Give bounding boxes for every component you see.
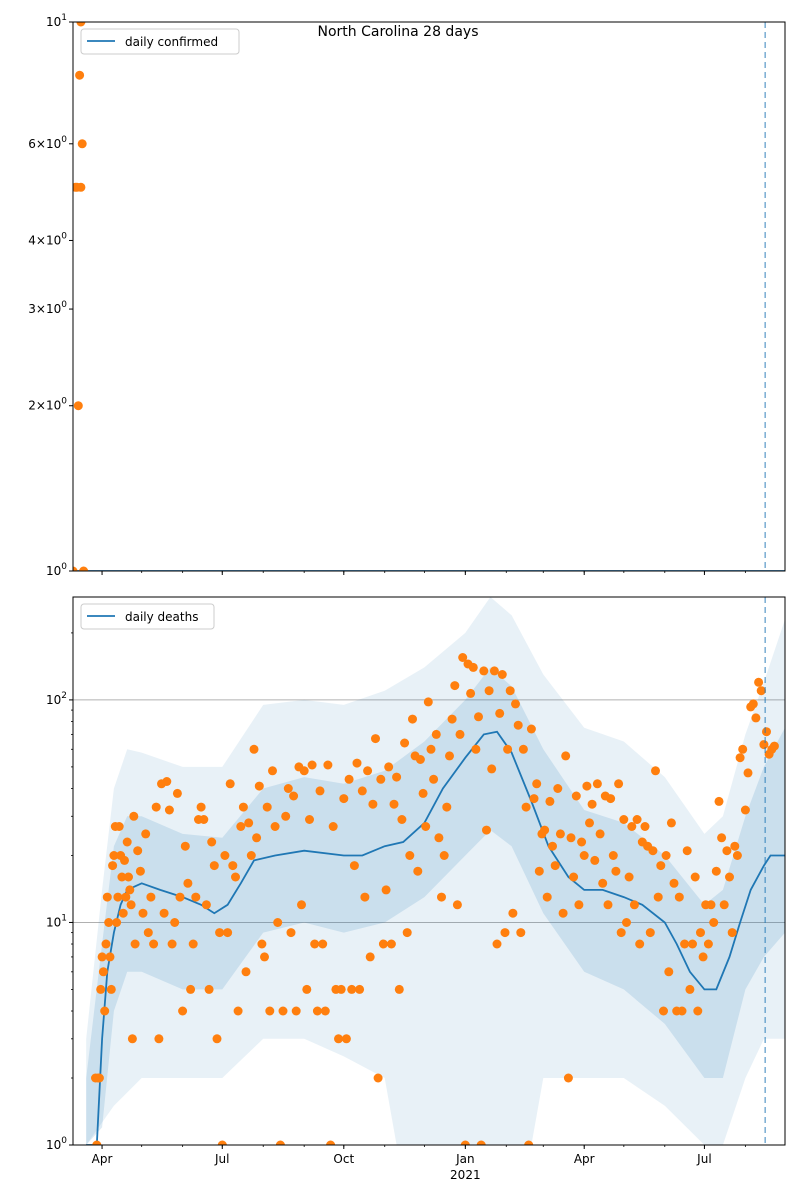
data-point	[376, 775, 385, 784]
data-point	[611, 867, 620, 876]
data-point	[250, 745, 259, 754]
data-point	[103, 893, 112, 902]
data-point	[321, 1007, 330, 1016]
data-point	[596, 829, 605, 838]
data-point	[115, 822, 124, 831]
data-point	[223, 928, 232, 937]
data-point	[178, 1007, 187, 1016]
data-point	[125, 885, 134, 894]
data-point	[617, 928, 626, 937]
data-point	[754, 678, 763, 687]
data-point	[313, 1007, 322, 1016]
data-point	[139, 909, 148, 918]
data-point	[448, 715, 457, 724]
data-point	[98, 952, 107, 961]
data-point	[609, 851, 618, 860]
data-point	[160, 909, 169, 918]
data-point	[231, 873, 240, 882]
data-point	[759, 740, 768, 749]
bottom-panel	[46, 597, 785, 1152]
data-point	[434, 833, 443, 842]
data-point	[506, 686, 515, 695]
data-point	[205, 985, 214, 994]
data-point	[572, 792, 581, 801]
x-year-label: 2021	[450, 1168, 481, 1182]
data-point	[688, 940, 697, 949]
data-point	[646, 928, 655, 937]
data-point	[305, 815, 314, 824]
y-tick-label: $10^0$	[45, 562, 67, 578]
data-point	[569, 873, 578, 882]
data-point	[717, 833, 726, 842]
data-point	[730, 842, 739, 851]
data-point	[720, 900, 729, 909]
data-point	[127, 900, 136, 909]
data-point	[593, 779, 602, 788]
data-point	[625, 873, 634, 882]
data-point	[405, 851, 414, 860]
data-point	[173, 789, 182, 798]
data-point	[329, 822, 338, 831]
data-point	[392, 773, 401, 782]
data-point	[390, 800, 399, 809]
data-point	[659, 1007, 668, 1016]
data-point	[215, 928, 224, 937]
data-point	[664, 967, 673, 976]
data-point	[189, 940, 198, 949]
data-point	[199, 815, 208, 824]
data-point	[432, 730, 441, 739]
data-point	[633, 815, 642, 824]
data-point	[561, 751, 570, 760]
data-point	[493, 940, 502, 949]
data-point	[437, 893, 446, 902]
legend-label: daily confirmed	[125, 35, 219, 49]
data-point	[559, 909, 568, 918]
data-point	[355, 985, 364, 994]
data-point	[144, 928, 153, 937]
data-point	[300, 766, 309, 775]
data-point	[379, 940, 388, 949]
data-point	[757, 686, 766, 695]
data-point	[707, 900, 716, 909]
data-point	[366, 952, 375, 961]
data-point	[183, 879, 192, 888]
data-point	[548, 842, 557, 851]
data-point	[498, 670, 507, 679]
data-point	[149, 940, 158, 949]
data-point	[297, 900, 306, 909]
data-point	[284, 784, 293, 793]
data-point	[474, 712, 483, 721]
data-point	[247, 851, 256, 860]
data-point	[387, 940, 396, 949]
data-point	[450, 681, 459, 690]
data-point	[733, 851, 742, 860]
data-point	[136, 867, 145, 876]
data-point	[273, 918, 282, 927]
top-panel	[28, 13, 785, 578]
data-point	[598, 879, 607, 888]
data-point	[207, 838, 216, 847]
data-point	[738, 745, 747, 754]
data-point	[508, 909, 517, 918]
data-point	[408, 715, 417, 724]
data-point	[490, 666, 499, 675]
data-point	[302, 985, 311, 994]
axes-frame	[73, 22, 785, 571]
data-point	[445, 751, 454, 760]
data-point	[456, 730, 465, 739]
data-point	[242, 967, 251, 976]
data-point	[696, 928, 705, 937]
data-point	[141, 829, 150, 838]
data-point	[648, 846, 657, 855]
data-point	[74, 401, 83, 410]
data-point	[292, 1007, 301, 1016]
data-point	[466, 689, 475, 698]
data-point	[582, 782, 591, 791]
data-point	[495, 709, 504, 718]
data-point	[514, 721, 523, 730]
data-point	[95, 1074, 104, 1083]
data-point	[651, 766, 660, 775]
data-point	[516, 928, 525, 937]
data-point	[619, 815, 628, 824]
data-point	[485, 686, 494, 695]
data-point	[403, 928, 412, 937]
data-point	[590, 856, 599, 865]
data-point	[685, 985, 694, 994]
data-point	[453, 900, 462, 909]
data-point	[429, 775, 438, 784]
data-point	[176, 893, 185, 902]
x-tick-label: Apr	[573, 1152, 595, 1166]
data-point	[360, 893, 369, 902]
data-point	[170, 918, 179, 927]
data-point	[667, 818, 676, 827]
data-point	[146, 893, 155, 902]
x-tick-label: Jul	[215, 1152, 230, 1166]
data-point	[152, 803, 161, 812]
data-point	[75, 71, 84, 80]
data-point	[501, 928, 510, 937]
data-point	[191, 893, 200, 902]
data-point	[342, 1034, 351, 1043]
data-point	[210, 861, 219, 870]
data-point	[358, 786, 367, 795]
y-tick-label: $10^1$	[45, 13, 67, 29]
data-point	[228, 861, 237, 870]
y-tick-label: $2\times 10^0$	[28, 396, 67, 413]
data-point	[471, 745, 480, 754]
data-point	[181, 842, 190, 851]
data-point	[100, 1007, 109, 1016]
data-point	[487, 764, 496, 773]
data-point	[323, 761, 332, 770]
data-point	[76, 183, 85, 192]
data-point	[165, 806, 174, 815]
data-point	[680, 940, 689, 949]
data-point	[263, 803, 272, 812]
data-point	[257, 940, 266, 949]
data-point	[564, 1074, 573, 1083]
data-point	[567, 833, 576, 842]
data-point	[662, 851, 671, 860]
data-point	[715, 797, 724, 806]
data-point	[678, 1007, 687, 1016]
data-point	[252, 833, 261, 842]
data-point	[154, 1034, 163, 1043]
data-point	[96, 985, 105, 994]
data-point	[244, 818, 253, 827]
y-tick-label: $10^1$	[45, 913, 67, 930]
data-point	[712, 867, 721, 876]
data-point	[124, 873, 133, 882]
data-point	[382, 885, 391, 894]
data-point	[606, 794, 615, 803]
data-point	[699, 952, 708, 961]
data-point	[427, 745, 436, 754]
data-point	[104, 918, 113, 927]
data-point	[368, 800, 377, 809]
data-point	[78, 139, 87, 148]
data-point	[400, 739, 409, 748]
data-point	[413, 867, 422, 876]
data-point	[654, 893, 663, 902]
data-point	[318, 940, 327, 949]
data-point	[741, 806, 750, 815]
data-point	[128, 1034, 137, 1043]
x-tick-label: Apr	[91, 1152, 113, 1166]
data-point	[704, 940, 713, 949]
data-point	[556, 829, 565, 838]
data-point	[744, 768, 753, 777]
data-point	[337, 985, 346, 994]
data-point	[106, 952, 115, 961]
chart-title: North Carolina 28 days	[317, 24, 479, 40]
data-point	[751, 713, 760, 722]
data-point	[770, 742, 779, 751]
y-tick-label: $3\times 10^0$	[28, 300, 67, 317]
legend	[81, 604, 214, 629]
data-point	[530, 794, 539, 803]
data-point	[722, 846, 731, 855]
data-point	[656, 861, 665, 870]
data-point	[334, 1034, 343, 1043]
data-point	[469, 663, 478, 672]
data-point	[186, 985, 195, 994]
data-point	[353, 759, 362, 768]
data-point	[99, 967, 108, 976]
data-point	[265, 1007, 274, 1016]
data-point	[527, 725, 536, 734]
x-tick-label: Jan	[456, 1152, 475, 1166]
data-point	[289, 792, 298, 801]
data-point	[635, 940, 644, 949]
plot-area	[73, 597, 785, 1150]
data-point	[543, 893, 552, 902]
data-point	[614, 779, 623, 788]
legend	[81, 29, 239, 54]
data-point	[202, 900, 211, 909]
data-point	[255, 782, 264, 791]
data-point	[577, 838, 586, 847]
data-point	[540, 826, 549, 835]
data-point	[511, 699, 520, 708]
data-point	[397, 815, 406, 824]
y-tick-label: $6\times 10^0$	[28, 134, 67, 151]
y-tick-label: $10^2$	[45, 690, 67, 707]
data-point	[522, 803, 531, 812]
data-point	[113, 893, 122, 902]
data-point	[281, 812, 290, 821]
data-point	[374, 1074, 383, 1083]
data-point	[416, 755, 425, 764]
data-point	[622, 918, 631, 927]
data-point	[440, 851, 449, 860]
x-tick-label: Jul	[697, 1152, 712, 1166]
data-point	[119, 909, 128, 918]
data-point	[553, 784, 562, 793]
data-point	[108, 861, 117, 870]
data-point	[129, 812, 138, 821]
data-point	[693, 1007, 702, 1016]
y-tick-label: $4\times 10^0$	[28, 231, 67, 248]
data-point	[310, 940, 319, 949]
data-point	[630, 900, 639, 909]
data-point	[287, 928, 296, 937]
data-point	[585, 818, 594, 827]
data-point	[691, 873, 700, 882]
data-point	[345, 775, 354, 784]
data-point	[442, 803, 451, 812]
data-point	[580, 851, 589, 860]
data-point	[123, 838, 132, 847]
data-point	[519, 745, 528, 754]
y-tick-label: $10^0$	[45, 1136, 67, 1152]
data-point	[479, 666, 488, 675]
data-point	[168, 940, 177, 949]
data-point	[503, 745, 512, 754]
data-point	[535, 867, 544, 876]
data-point	[736, 753, 745, 762]
data-point	[532, 779, 541, 788]
data-point	[220, 851, 229, 860]
data-point	[762, 727, 771, 736]
data-point	[395, 985, 404, 994]
data-point	[236, 822, 245, 831]
data-point	[683, 846, 692, 855]
data-point	[107, 985, 116, 994]
data-point	[725, 873, 734, 882]
data-point	[670, 879, 679, 888]
data-point	[675, 893, 684, 902]
data-point	[197, 803, 206, 812]
data-point	[133, 846, 142, 855]
data-point	[112, 918, 121, 927]
data-point	[419, 789, 428, 798]
data-point	[641, 822, 650, 831]
data-point	[384, 762, 393, 771]
plot-area	[69, 18, 786, 576]
data-point	[421, 822, 430, 831]
data-point	[588, 800, 597, 809]
data-point	[371, 734, 380, 743]
data-point	[120, 856, 129, 865]
data-point	[545, 797, 554, 806]
data-point	[102, 940, 111, 949]
data-point	[271, 822, 280, 831]
data-point	[363, 766, 372, 775]
data-point	[551, 861, 560, 870]
legend-label: daily deaths	[125, 610, 199, 624]
data-point	[350, 861, 359, 870]
data-point	[268, 766, 277, 775]
data-point	[424, 697, 433, 706]
x-tick-label: Oct	[333, 1152, 355, 1166]
data-point	[339, 794, 348, 803]
data-point	[709, 918, 718, 927]
data-point	[239, 803, 248, 812]
data-point	[347, 985, 356, 994]
data-point	[574, 900, 583, 909]
data-point	[728, 928, 737, 937]
data-point	[308, 761, 317, 770]
data-point	[234, 1007, 243, 1016]
data-point	[316, 786, 325, 795]
data-point	[226, 779, 235, 788]
data-point	[279, 1007, 288, 1016]
data-point	[162, 777, 171, 786]
data-point	[131, 940, 140, 949]
data-point	[604, 900, 613, 909]
data-point	[749, 699, 758, 708]
data-point	[260, 952, 269, 961]
data-point	[213, 1034, 222, 1043]
data-point	[482, 826, 491, 835]
